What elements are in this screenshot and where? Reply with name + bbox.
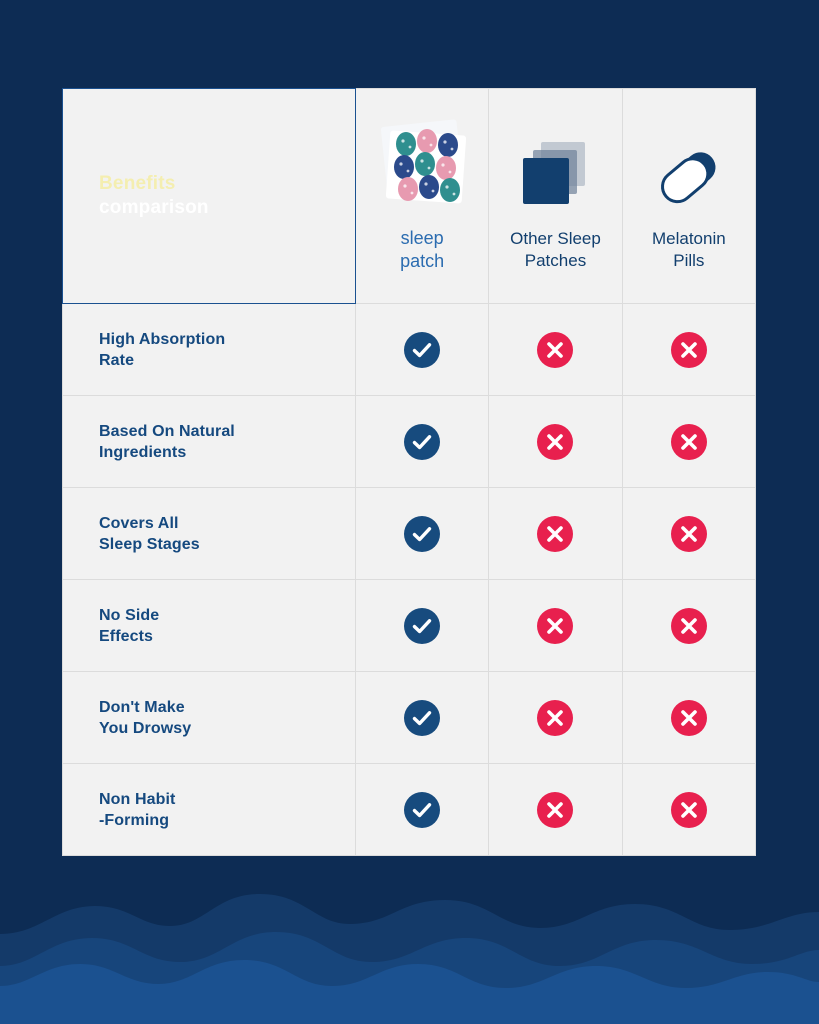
column-label-other-patches-line2: Patches — [524, 251, 587, 270]
mark-cell-sleep-patch — [356, 396, 489, 488]
cross-icon — [537, 424, 573, 460]
table-title-line1: Benefits — [99, 173, 176, 194]
feature-line1: Covers All — [99, 514, 179, 532]
mark-cell-sleep-patch — [356, 580, 489, 672]
stacked-patch-squares-icon — [489, 106, 621, 214]
column-label-other-patches-line1: Other Sleep — [510, 229, 601, 248]
mark-cell-melatonin — [622, 580, 755, 672]
feature-cell — [63, 304, 356, 396]
mark-cell-other-patches — [489, 580, 622, 672]
sleep-patch-sheet-icon — [356, 105, 488, 213]
mark-cell-other-patches — [489, 672, 622, 764]
mark-cell-sleep-patch — [356, 304, 489, 396]
cross-icon — [671, 608, 707, 644]
cross-icon — [671, 516, 707, 552]
table-title-line2: comparison — [99, 197, 209, 218]
capsule-pill-icon — [623, 106, 755, 214]
table-row — [63, 580, 756, 672]
check-icon — [404, 332, 440, 368]
mark-cell-melatonin — [622, 304, 755, 396]
column-label-sleep-patch-line1: sleep — [400, 228, 444, 248]
mark-cell-melatonin — [622, 764, 755, 856]
mark-cell-other-patches — [489, 764, 622, 856]
mark-cell-melatonin — [622, 672, 755, 764]
table-row — [63, 764, 756, 856]
table-row — [63, 672, 756, 764]
mark-cell-melatonin — [622, 488, 755, 580]
mark-cell-sleep-patch — [356, 488, 489, 580]
cross-icon — [537, 608, 573, 644]
check-icon — [404, 516, 440, 552]
cross-icon — [671, 700, 707, 736]
cross-icon — [671, 424, 707, 460]
table-row — [63, 304, 756, 396]
feature-line1: Based On Natural — [99, 422, 235, 440]
column-header-melatonin-pills — [622, 89, 755, 304]
feature-cell — [63, 764, 356, 856]
column-label-sleep-patch-line2: patch — [400, 251, 445, 271]
feature-line2: You Drowsy — [99, 719, 192, 737]
check-icon — [404, 792, 440, 828]
mark-cell-melatonin — [622, 396, 755, 488]
feature-cell — [63, 580, 356, 672]
column-label-melatonin-line1: Melatonin — [651, 229, 726, 248]
feature-line1: Non Habit — [99, 790, 176, 808]
cloud-layer-front — [0, 946, 819, 1024]
table-row — [63, 396, 756, 488]
mark-cell-other-patches — [489, 396, 622, 488]
mark-cell-sleep-patch — [356, 764, 489, 856]
table-row — [63, 488, 756, 580]
feature-line1: Don't Make — [99, 698, 185, 716]
column-header-other-sleep-patches — [489, 89, 622, 304]
table-title-cell — [63, 89, 356, 304]
feature-cell — [63, 672, 356, 764]
check-icon — [404, 424, 440, 460]
column-label-melatonin-line2: Pills — [673, 251, 705, 270]
cross-icon — [671, 792, 707, 828]
mark-cell-sleep-patch — [356, 672, 489, 764]
table-header-row — [63, 89, 756, 304]
cross-icon — [671, 332, 707, 368]
cross-icon — [537, 332, 573, 368]
feature-line2: -Forming — [99, 811, 170, 829]
feature-line2: Rate — [99, 351, 135, 369]
feature-line1: No Side — [99, 606, 160, 624]
cross-icon — [537, 792, 573, 828]
feature-cell — [63, 488, 356, 580]
check-icon — [404, 700, 440, 736]
mark-cell-other-patches — [489, 488, 622, 580]
cross-icon — [537, 700, 573, 736]
feature-line1: High Absorption — [99, 330, 226, 348]
feature-line2: Ingredients — [99, 443, 187, 461]
column-header-sleep-patch — [356, 89, 489, 304]
feature-cell — [63, 396, 356, 488]
mark-cell-other-patches — [489, 304, 622, 396]
check-icon — [404, 608, 440, 644]
feature-line2: Effects — [99, 627, 154, 645]
benefits-comparison-table — [62, 88, 756, 856]
feature-line2: Sleep Stages — [99, 535, 200, 553]
cross-icon — [537, 516, 573, 552]
